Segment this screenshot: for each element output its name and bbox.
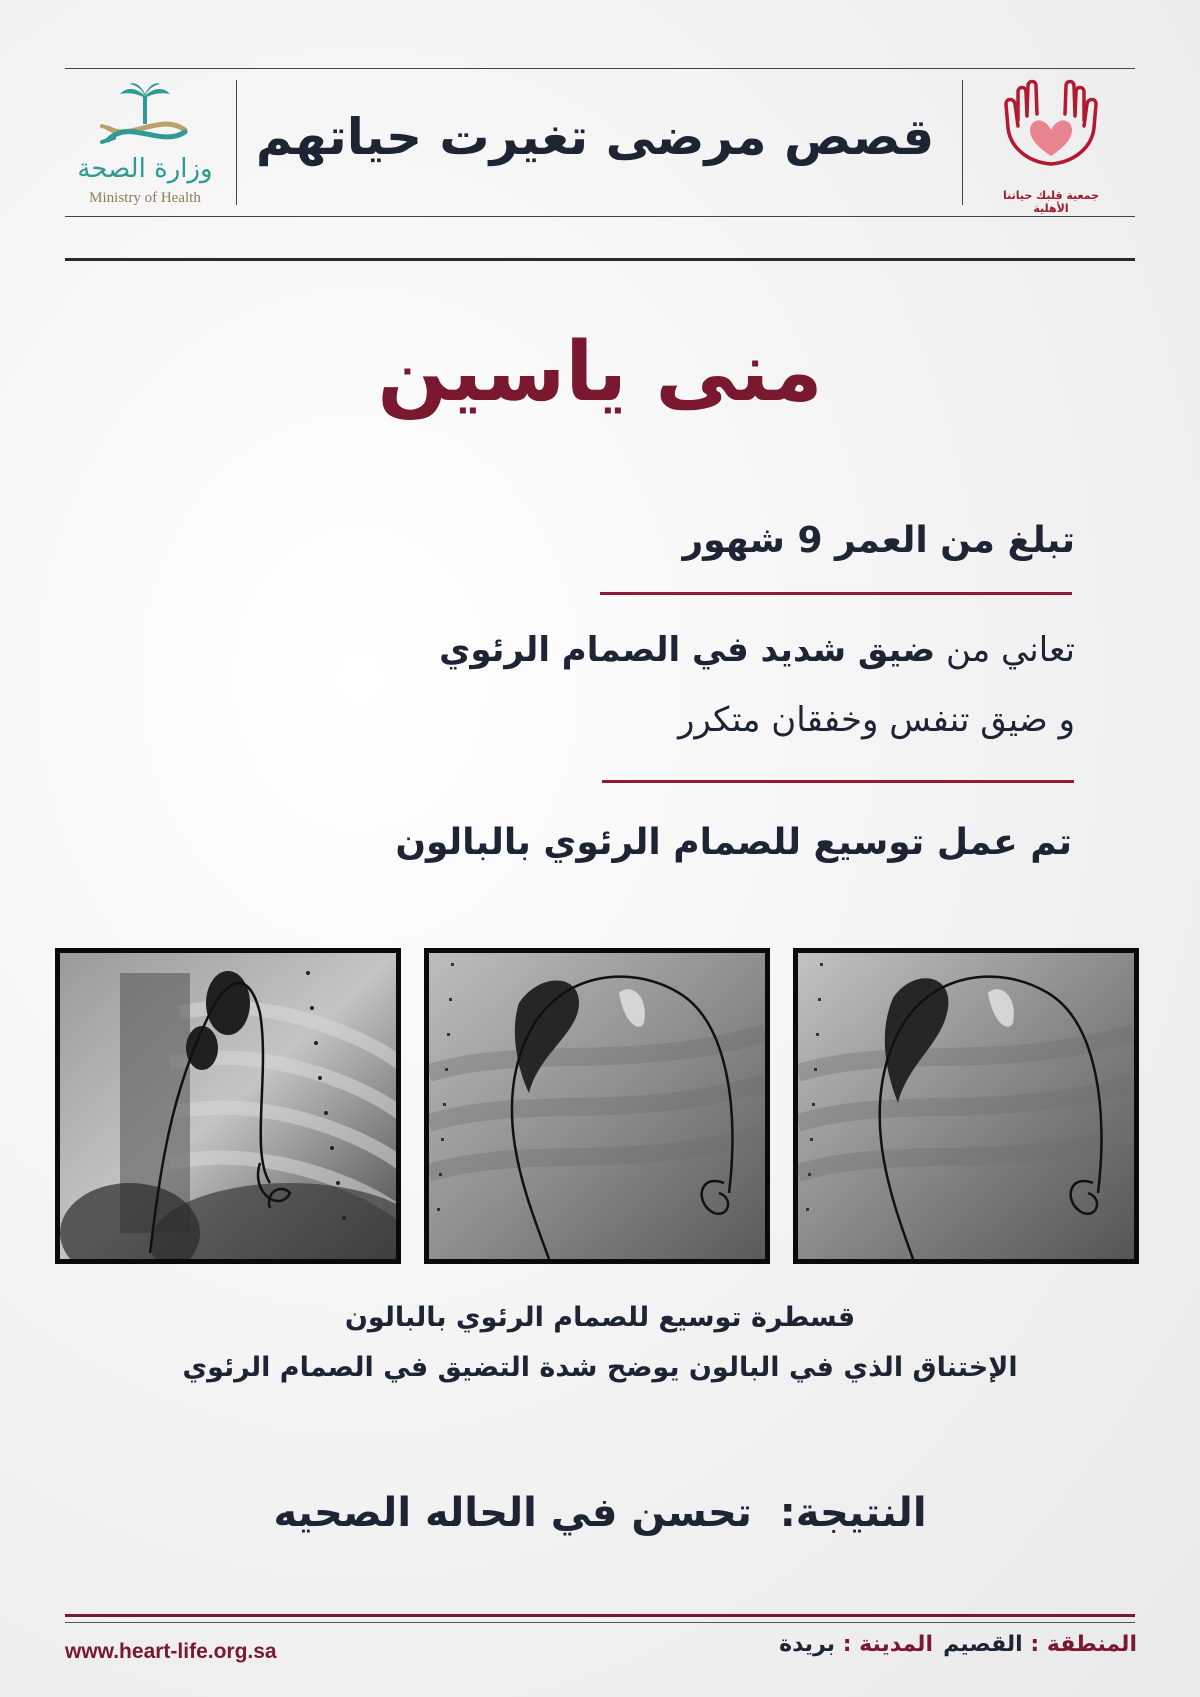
xray-angiogram-icon [429,953,765,1259]
charity-name: جمعية قلبك حياتنا الأهلية [1002,189,1100,215]
charity-logo [990,76,1120,215]
header-divider-left [236,80,237,205]
website-link[interactable]: www.heart-life.org.sa [65,1640,277,1663]
footer-rule-1 [65,1614,1135,1617]
patient-name: منى ياسين [377,325,823,420]
condition-line-1 [439,630,1075,670]
result-value: تحسن في الحاله الصحيه [273,1490,752,1536]
header-divider-right [962,80,963,205]
city-info [779,1632,933,1657]
xray-image-2 [424,948,770,1264]
condition-line-2: و ضيق تنفس وخفقان متكرر [678,700,1075,740]
xray-image-1 [55,948,401,1264]
caption-line-2: الإختناق الذي في البالون يوضح شدة التضيق في الصمام الرئوي [182,1352,1018,1383]
hands-heart-icon [996,76,1106,186]
region-info [943,1632,1137,1657]
region-label: المنطقة : [1030,1632,1137,1657]
palm-swords-icon [90,82,200,152]
header-thick-rule [65,258,1135,261]
city-value: بريدة [779,1632,836,1657]
region-value: القصيم [943,1632,1023,1657]
page-title: قصص مرضى تغيرت حياتهم [255,108,935,166]
header-top-rule [65,68,1135,69]
ministry-name-ar: وزارة الصحة [77,154,213,184]
red-divider-1 [600,592,1072,595]
condition-bold: ضيق شديد في الصمام الرئوي [439,630,936,670]
caption-line-1: قسطرة توسيع للصمام الرئوي بالبالون [344,1302,856,1333]
red-divider-2 [602,780,1074,783]
ministry-of-health-logo [70,82,220,212]
header-bottom-rule [65,216,1135,217]
condition-prefix: تعاني من [935,630,1075,670]
xray-image-3 [793,948,1139,1264]
city-label: المدينة : [842,1632,933,1657]
procedure-text: تم عمل توسيع للصمام الرئوي بالبالون [395,822,1072,863]
xray-angiogram-icon [798,953,1134,1259]
result-line [200,1490,1000,1536]
patient-age: تبلغ من العمر 9 شهور [682,520,1075,561]
ministry-name-en: Ministry of Health [89,190,201,206]
result-label: النتيجة: [779,1490,927,1536]
xray-angiogram-icon [60,953,396,1259]
footer-rule-2 [65,1622,1135,1623]
